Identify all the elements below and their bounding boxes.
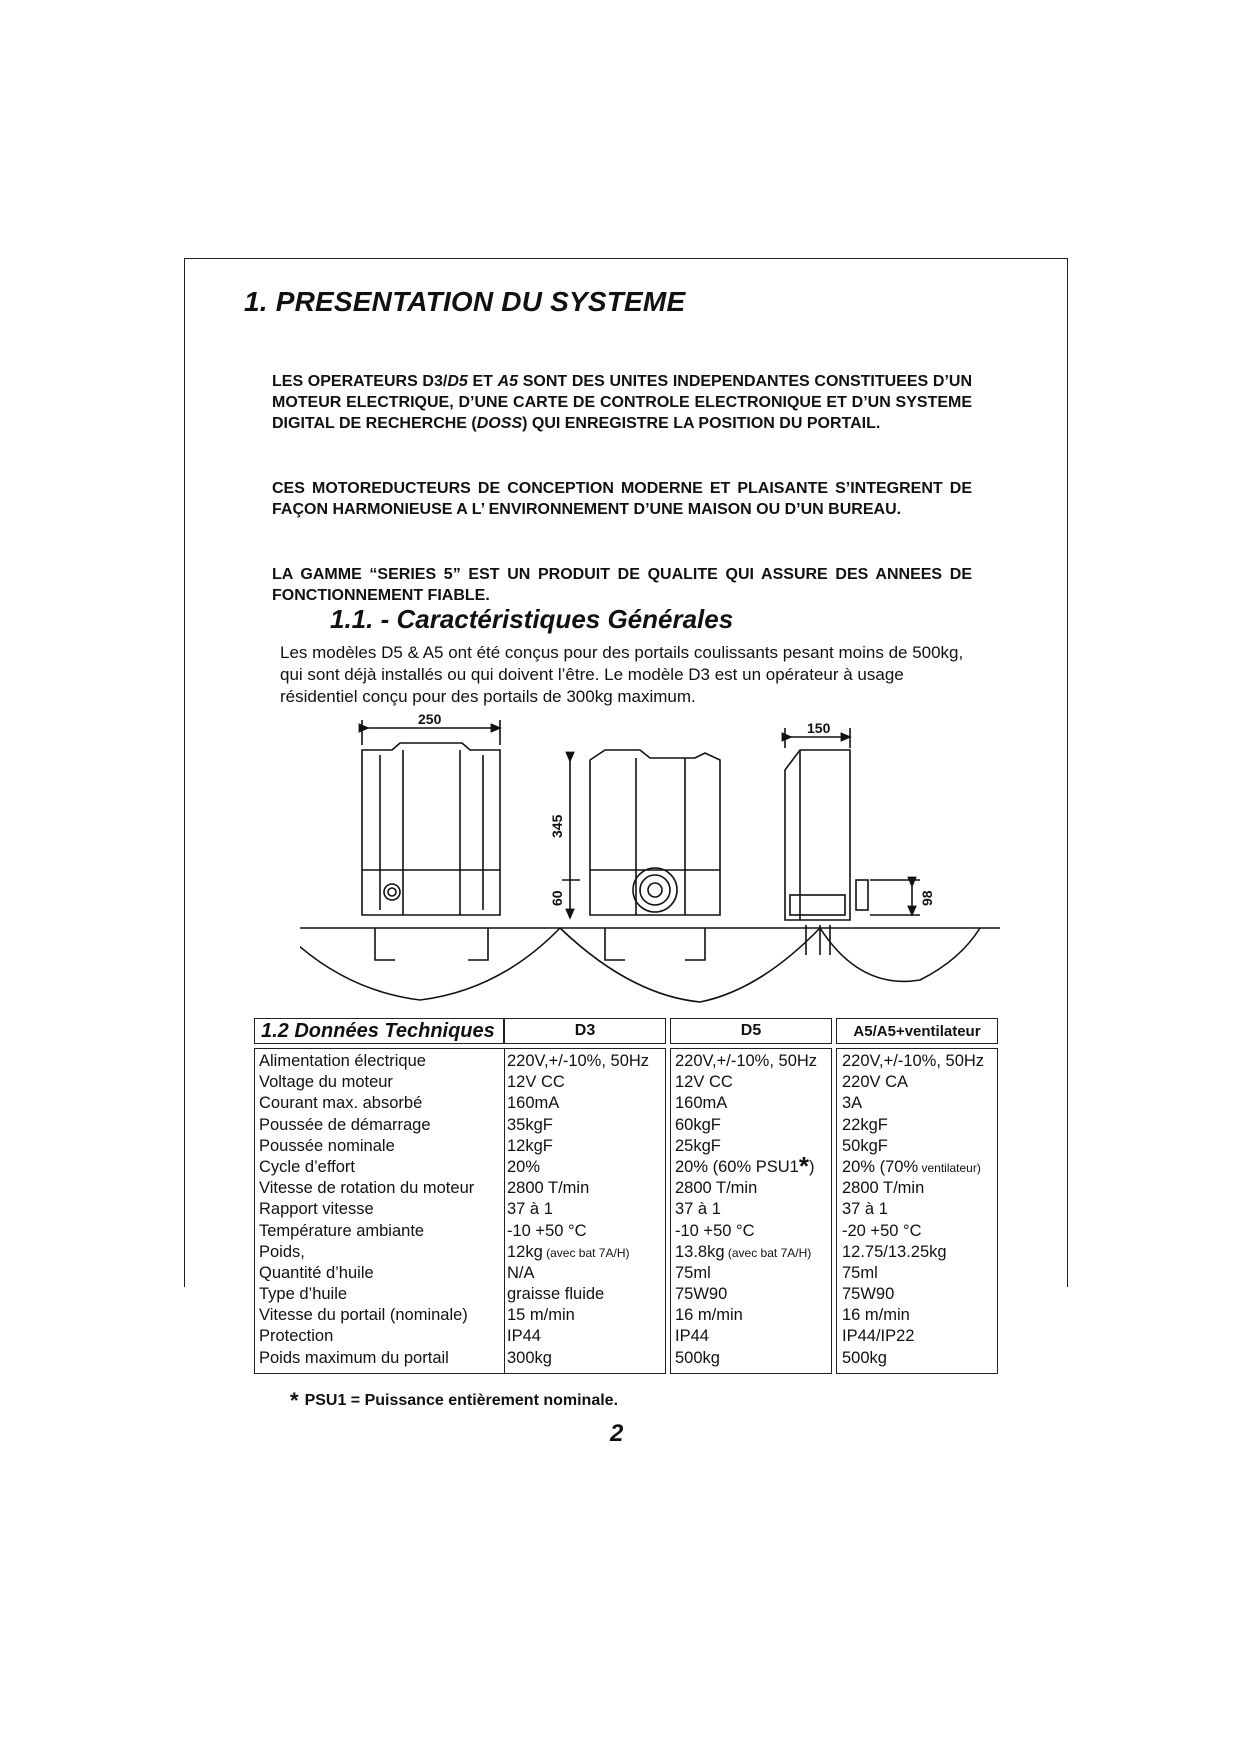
cell-a5: 37 à 1 — [842, 1200, 888, 1219]
table-column-d3 — [504, 1048, 666, 1374]
cell-a5: -20 +50 °C — [842, 1221, 922, 1240]
page-title: 1. PRESENTATION DU SYSTEME — [244, 286, 686, 317]
page-number: 2 — [610, 1420, 624, 1447]
cell-a5: 75ml — [842, 1263, 878, 1282]
cell-d3: 12V CC — [507, 1073, 565, 1092]
cell-d5: 25kgF — [675, 1136, 721, 1155]
row-label: Température ambiante — [259, 1221, 425, 1240]
cell-a5: 12.75/13.25kg — [842, 1242, 947, 1261]
cell-d3: N/A — [507, 1263, 535, 1282]
row-label: Voltage du moteur — [259, 1073, 393, 1092]
dimension-60: 60 — [549, 890, 565, 906]
cell-d5: 2800 T/min — [675, 1179, 758, 1198]
row-label: Poids, — [259, 1242, 305, 1261]
row-label: Poussée de démarrage — [259, 1115, 431, 1134]
table-labels-column — [254, 1048, 504, 1374]
row-label: Rapport vitesse — [259, 1200, 374, 1219]
cell-d5: 16 m/min — [675, 1306, 743, 1325]
cell-d5: 37 à 1 — [675, 1200, 721, 1219]
row-label: Vitesse du portail (nominale) — [259, 1306, 468, 1325]
cell-d3: 2800 T/min — [507, 1179, 590, 1198]
cell-d5: 12V CC — [675, 1073, 733, 1092]
footnote: * PSU1 = Puissance entièrement nominale. — [290, 1388, 619, 1413]
cell-d3: graisse fluide — [507, 1285, 605, 1304]
general-characteristics-text: Les modèles D5 & A5 ont été conçus pour des portails coulissants pesant moins de 500kg, qui sont déjà installés ou qui doivent l’être. Le modèle D3 est un opérateur à usage résidentiel conçu pour des portails de 300kg maximum. — [280, 643, 964, 706]
table-column-d5 — [670, 1048, 832, 1374]
row-label: Protection — [259, 1327, 334, 1346]
intro-paragraph-3: LA GAMME “SERIES 5” EST UN PRODUIT DE QUALITE QUI ASSURE DES ANNEES DE FONCTIONNEMENT FIABLE. — [272, 566, 972, 604]
cell-d3: IP44 — [507, 1327, 541, 1346]
operator-dimension-drawing — [300, 710, 1000, 1020]
column-header-a5: A5/A5+ventilateur — [836, 1018, 998, 1044]
cell-d5: -10 +50 °C — [675, 1221, 755, 1240]
cell-a5: 220V,+/-10%, 50Hz — [842, 1052, 985, 1070]
dimension-150: 150 — [807, 720, 831, 736]
dimension-345: 345 — [549, 814, 565, 838]
section-subtitle: 1.1. - Caractéristiques Générales — [330, 604, 734, 634]
cell-a5: 2800 T/min — [842, 1179, 925, 1198]
cell-a5: 50kgF — [842, 1136, 888, 1155]
cell-d3: -10 +50 °C — [507, 1221, 587, 1240]
cell-d3: 300kg — [507, 1348, 552, 1367]
asterisk-icon: * — [798, 1156, 809, 1179]
dimension-98: 98 — [919, 890, 935, 906]
cell-d5-cycle: 20% (60% PSU1*) — [675, 1157, 831, 1178]
row-label: Cycle d’effort — [259, 1157, 355, 1176]
cell-d3: 20% — [507, 1157, 541, 1176]
cell-d3: 12kgF — [507, 1136, 553, 1155]
cell-d3: 37 à 1 — [507, 1200, 553, 1219]
dimension-250: 250 — [418, 711, 442, 727]
cell-d5: 160mA — [675, 1094, 728, 1113]
row-label: Quantité d’huile — [259, 1263, 374, 1282]
cell-d5: 500kg — [675, 1348, 720, 1367]
cell-a5: 22kgF — [842, 1115, 888, 1134]
cell-a5: 75W90 — [842, 1285, 895, 1304]
row-label: Vitesse de rotation du moteur — [259, 1179, 475, 1198]
column-header-d5: D5 — [670, 1018, 832, 1044]
intro-paragraph-2: CES MOTOREDUCTEURS DE CONCEPTION MODERNE ET PLAISANTE S’INTEGRENT DE FAÇON HARMONIEUSE A L’ ENVIRONNEMENT D’UNE MAISON OU D’UN BUREAU. — [272, 480, 972, 518]
row-label: Type d’huile — [259, 1285, 348, 1304]
cell-d5: 220V,+/-10%, 50Hz — [675, 1052, 818, 1070]
cell-d5-weight: 13.8kg (avec bat 7A/H) — [675, 1242, 812, 1261]
cell-d3: 15 m/min — [507, 1306, 575, 1325]
row-label: Courant max. absorbé — [259, 1094, 423, 1113]
cell-d5: 75ml — [675, 1263, 711, 1282]
cell-a5: IP44/IP22 — [842, 1327, 915, 1346]
cell-d5: 60kgF — [675, 1115, 721, 1134]
cell-a5: 220V CA — [842, 1073, 909, 1092]
cell-d3: 35kgF — [507, 1115, 553, 1134]
column-header-d3: D3 — [504, 1018, 666, 1044]
intro-paragraph-1: LES OPERATEURS D3/D5 ET A5 SONT DES UNITES INDEPENDANTES CONSTITUEES D’UN MOTEUR ELECTRIQUE, D’UNE CARTE DE CONTROLE ELECTRONIQUE ET D’UN SYSTEME DIGITAL DE RECHERCHE (DOSS) QUI ENREGISTRE LA POSITION DU PORTAIL. — [272, 373, 972, 432]
cell-d3: 220V,+/-10%, 50Hz — [507, 1052, 650, 1070]
row-label: Alimentation électrique — [259, 1052, 426, 1070]
cell-d5: IP44 — [675, 1327, 709, 1346]
table-column-a5 — [836, 1048, 998, 1374]
cell-d3: 160mA — [507, 1094, 560, 1113]
cell-d5: 75W90 — [675, 1285, 728, 1304]
table-heading: 1.2 Données Techniques — [254, 1018, 504, 1044]
cell-a5: 500kg — [842, 1348, 887, 1367]
row-label: Poids maximum du portail — [259, 1348, 449, 1367]
asterisk-icon: * — [290, 1388, 299, 1413]
cell-a5: 16 m/min — [842, 1306, 910, 1325]
cell-d3-weight: 12kg (avec bat 7A/H) — [507, 1242, 630, 1261]
cell-a5: 3A — [842, 1094, 863, 1113]
cell-a5-cycle: 20% (70% ventilateur) — [842, 1157, 981, 1176]
row-label: Poussée nominale — [259, 1136, 395, 1155]
